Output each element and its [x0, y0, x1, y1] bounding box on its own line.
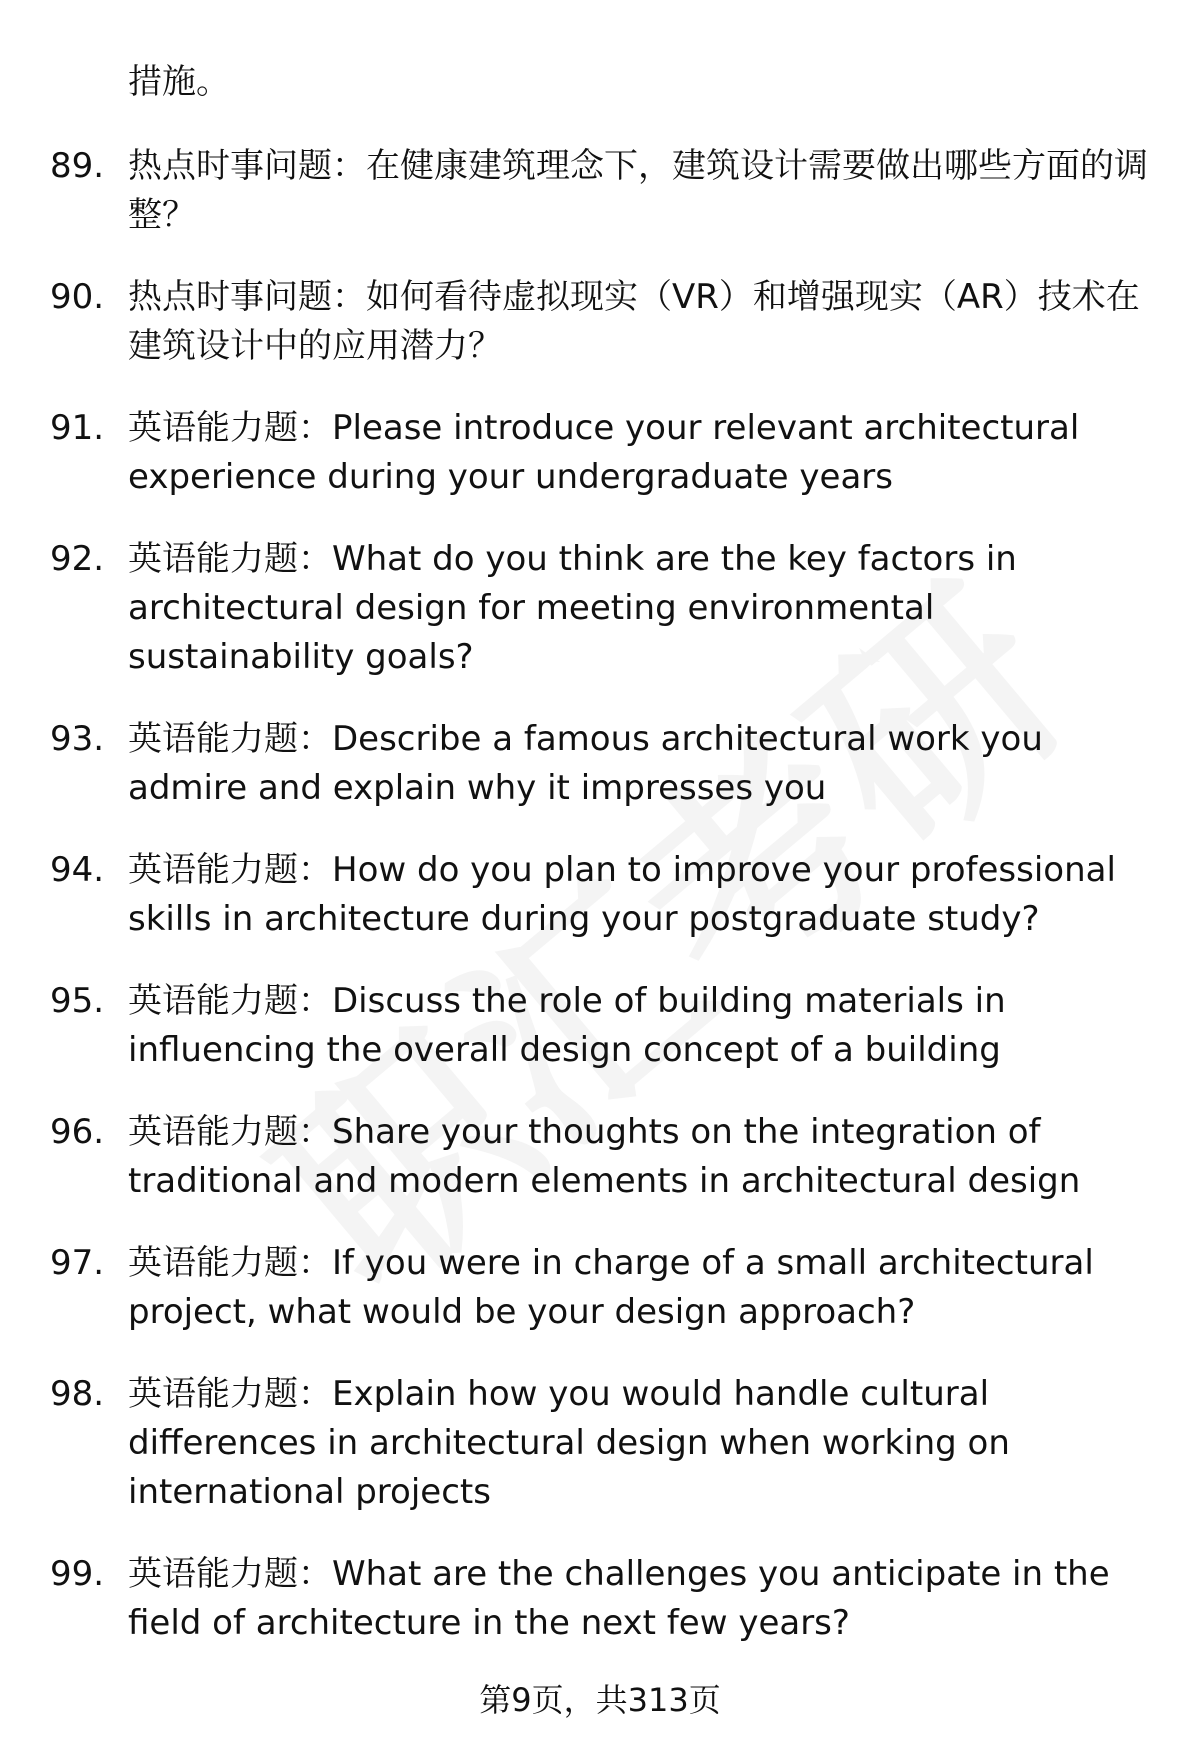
- question-number: 94.: [50, 850, 105, 890]
- question-text: 英语能力题：Describe a famous architectural work you admire and explain why it impresses you: [128, 719, 1043, 808]
- question-text: 热点时事问题：如何看待虚拟现实（VR）和增强现实（AR）技术在建筑设计中的应用潜力？: [128, 277, 1140, 366]
- question-number: 92.: [50, 539, 105, 579]
- question-number: 91.: [50, 408, 105, 448]
- question-item: [50, 846, 1160, 944]
- question-item: [50, 1108, 1160, 1206]
- question-number: 96.: [50, 1112, 105, 1152]
- question-list: [50, 142, 1160, 1681]
- question-item: [50, 404, 1160, 502]
- question-text: 英语能力题：Please introduce your relevant architectural experience during your undergraduate years: [128, 408, 1080, 497]
- question-number: 99.: [50, 1554, 105, 1594]
- question-item: [50, 535, 1160, 682]
- question-text: 英语能力题：Explain how you would handle cultural differences in architectural design when working on international projects: [128, 1374, 1010, 1512]
- question-text: 英语能力题：Discuss the role of building materials in influencing the overall design concept of a building: [128, 981, 1006, 1070]
- question-number: 90.: [50, 277, 105, 317]
- question-item: [50, 977, 1160, 1075]
- question-number: 97.: [50, 1243, 105, 1283]
- question-text: 英语能力题：If you were in charge of a small architectural project, what would be your design approach?: [128, 1243, 1094, 1332]
- question-text: 英语能力题：What are the challenges you anticipate in the field of architecture in the next few years?: [128, 1554, 1110, 1643]
- question-number: 98.: [50, 1374, 105, 1414]
- question-item: [50, 142, 1160, 240]
- question-text: 英语能力题：Share your thoughts on the integration of traditional and modern elements in architectural design: [128, 1112, 1081, 1201]
- question-number: 93.: [50, 719, 105, 759]
- question-number: 95.: [50, 981, 105, 1021]
- question-item: [50, 1550, 1160, 1648]
- question-text: 英语能力题：What do you think are the key factors in architectural design for meeting environmental sustainability goals?: [128, 539, 1017, 677]
- question-item: [50, 1239, 1160, 1337]
- question-item: [50, 273, 1160, 371]
- question-item: [50, 1370, 1160, 1517]
- question-item: [50, 715, 1160, 813]
- question-number: 89.: [50, 146, 105, 186]
- continuation-text: 措施。: [128, 62, 230, 102]
- question-text: 热点时事问题：在健康建筑理念下，建筑设计需要做出哪些方面的调整？: [128, 146, 1148, 235]
- page-footer: 第9页，共313页: [479, 1681, 721, 1719]
- question-text: 英语能力题：How do you plan to improve your professional skills in architecture during your postgraduate study?: [128, 850, 1116, 939]
